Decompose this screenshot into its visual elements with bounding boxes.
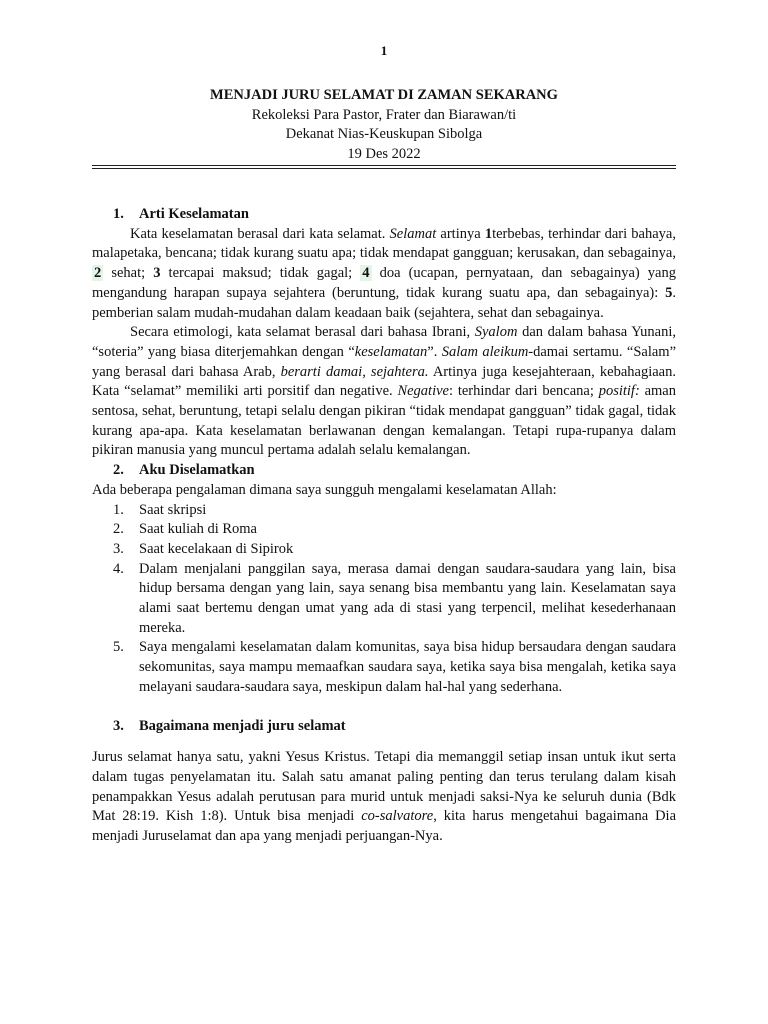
document-body [92,205,676,847]
italic-term: Salam aleikum [441,343,529,360]
experience-list [92,501,676,698]
document-title: MENJADI JURU SELAMAT DI ZAMAN SEKARANG [210,87,558,103]
italic-term: Negative [397,383,449,400]
subtitle-event: Rekoleksi Para Pastor, Frater dan Biarawan/ti [251,106,517,123]
list-item-text: Saat skripsi [139,501,207,518]
document-header [0,86,768,164]
spacer [92,698,676,717]
text-run: , kita harus mengetahui bagaimana Dia menjadi Juruselamat dan apa yang menjadi perjuangan-Nya. [92,808,677,845]
text-run: dan dalam bahasa Yunani, “soteria” yang biasa diterjemahkan dengan “ [92,324,677,360]
italic-term: Syalom [474,324,518,341]
text-run: -damai sertamu. “Salam” yang berasal dari bahasa Arab, [92,343,677,380]
text-run: aman sentosa, sehat, beruntung, tetapi selalu dengan pikiran “tidak mendapat gangguan” tidak gagal, tidak kurang apa-apa. Kata keselamatan berlawanan dengan kemalangan. Tetapi rupa-rupanya dalam pikiran manusia yang muncul pertama adalah selalu kemalangan. [92,383,676,459]
page-number: 1 [380,43,388,58]
text-run: artinya [436,225,485,242]
list-item [92,638,676,697]
text-run: ”. [427,343,442,360]
italic-term: berarti damai, sejahtera. [280,363,429,380]
text-run: Artinya juga kesejahteraan, kebahagiaan. Kata “selamat” memiliki arti porsitif dan negative. [92,363,676,400]
list-item [92,520,676,540]
list-number: 5. [113,639,124,656]
definition-number: 5 [665,284,673,301]
definition-number: 3 [153,265,161,282]
definition-number-highlight: 4 [362,265,370,282]
text-run: doa (ucapan, pernyataan, dan sebagainya) yang mengandung harapan supaya sejahtera (beruntung, tidak kurang suatu apa, dan sebagainya): [92,265,676,301]
list-item [92,540,676,560]
list-item-text: Dalam menjalani panggilan saya, merasa damai dengan saudara-saudara yang lain, bisa hidup bersama dengan yang lain, saya senang bisa membantu yang lain. Keselamatan saya alami saat bertemu dengan umat yang ada di stasi yang terpencil, melihat kesederhanaan mereka. [139,560,676,636]
document-date: 19 Des 2022 [347,145,421,162]
header-rule-bottom [92,168,676,169]
definition-number: 1 [484,225,493,242]
section-3-number: 3. [113,717,124,734]
list-number: 3. [113,540,124,557]
italic-term: co-salvatore [361,808,434,825]
italic-term: Selamat [389,225,437,242]
list-item [92,560,676,639]
text-run: . pemberian salam mudah-mudahan dalam keadaan baik (sejahtera, sehat dan sebagainya. [92,284,676,321]
list-item-text: Saat kecelakaan di Sipirok [139,540,294,557]
section-1-paragraph-2 [92,323,676,461]
list-number: 4. [113,560,124,577]
list-item-text: Saya mengalami keselamatan dalam komunitas, saya bisa hidup bersaudara dengan saudara sekomunitas, saya mampu memaafkan saudara saya, ketika saya bisa mengalah, ketika saya melayani saudara-saudara saya, meskipun dalam hal-hal yang sederhana. [139,639,676,695]
text-run: tercapai maksud; tidak gagal; [160,265,361,282]
italic-term: keselamatan [354,343,428,360]
italic-term: positif: [598,383,640,400]
section-3-heading [92,717,676,737]
list-item [92,501,676,521]
spacer [92,736,676,748]
section-1-heading [92,205,676,225]
list-number: 1. [113,501,124,518]
text-run: Jurus selamat hanya satu, yakni Yesus Kristus. Tetapi dia memanggil setiap insan untuk ikut serta dalam tugas penyelamatan itu. Salah satu amanat paling penting dan terus terulang dalam kisah penampakkan Yesus adalah perutusan para murid untuk menjadi saksi-Nya ke seluruh dunia (Bdk Mat 28:19. Kish 1:8). Untuk bisa menjadi [92,749,676,825]
text-run: terbebas, terhindar dari bahaya, malapetaka, bencana; tidak kurang suatu apa; tidak mendapat gangguan; kerusakan, dan sebagainya, [92,225,676,262]
list-item-text: Saat kuliah di Roma [139,521,257,538]
text-run: Secara etimologi, kata selamat berasal dari bahasa Ibrani, [130,324,475,341]
section-3-paragraph-1 [92,748,676,847]
text-run: sehat; [103,265,154,282]
list-number: 2. [113,521,124,538]
section-3-title: Bagaimana menjadi juru selamat [139,717,346,734]
header-rule-top [92,165,676,166]
section-2-title: Aku Diselamatkan [139,462,255,479]
definition-number-highlight: 2 [94,265,102,282]
section-1-number: 1. [113,206,124,222]
section-1-title: Arti Keselamatan [139,206,249,222]
text-run: Kata keselamatan berasal dari kata selamat. [130,225,390,242]
section-2-intro: Ada beberapa pengalaman dimana saya sungguh mengalami keselamatan Allah: [92,481,557,498]
subtitle-location: Dekanat Nias-Keuskupan Sibolga [285,126,483,142]
text-run: : terhindar dari bencana; [449,383,599,400]
section-2-heading [92,461,676,481]
section-1-paragraph-1 [92,225,676,324]
section-2-number: 2. [113,462,124,479]
